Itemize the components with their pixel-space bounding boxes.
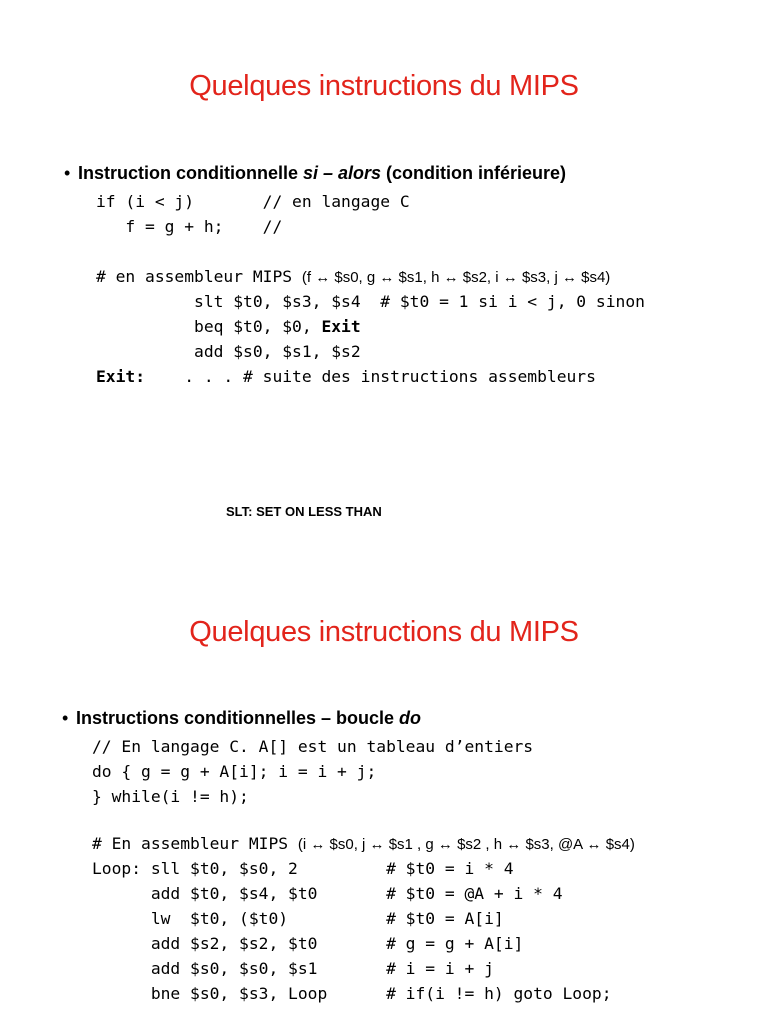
slide1-c-code [96, 189, 410, 239]
code-line: } while(i != h); [92, 787, 249, 806]
slide1-title: Quelques instructions du MIPS [189, 70, 579, 102]
asm-header-prefix: # En assembleur MIPS [92, 834, 298, 853]
code-line: do { g = g + A[i]; i = i + j; [92, 762, 377, 781]
bullet-dot-icon: • [62, 708, 69, 728]
slide2-c-code [92, 734, 533, 809]
slide1-bullet-prefix: Instruction conditionnelle [78, 163, 303, 183]
asm-exit-label: Exit: [96, 367, 146, 386]
slide2-bullet-prefix: Instructions conditionnelles – boucle [76, 708, 400, 728]
code-line: if (i < j) // en langage C [96, 192, 410, 211]
asm-line: add $s2, $s2, $t0 # g = g + A[i] [92, 934, 524, 953]
asm-exit-rest: . . . # suite des instructions assembleurs [145, 367, 596, 386]
asm-line: bne $s0, $s3, Loop # if(i != h) goto Loop; [92, 984, 612, 1003]
slide2-asm-code [92, 831, 635, 1006]
slide1-asm-code [96, 264, 645, 389]
code-line: // En langage C. A[] est un tableau d’entiers [92, 737, 534, 756]
asm-line: add $s0, $s0, $s1 # i = i + j [92, 959, 494, 978]
code-line: f = g + h; // [96, 217, 283, 236]
asm-line: add $t0, $s4, $t0 # $t0 = @A + i * 4 [92, 884, 563, 903]
asm-beq-prefix: beq $t0, $0, [96, 317, 322, 336]
register-mapping: (i ↔ $s0, j ↔ $s1 , g ↔ $s2 , h ↔ $s3, @A ↔ $s4) [297, 836, 635, 853]
asm-line: Loop: sll $t0, $s0, 2 # $t0 = i * 4 [92, 859, 514, 878]
asm-line-slt: slt $t0, $s3, $s4 # $t0 = 1 si i < j, 0 sinon [96, 292, 645, 311]
slide1-bullet [64, 163, 566, 184]
slide1-bullet-emphasis: si – alors [303, 163, 382, 183]
slt-note: SLT: SET ON LESS THAN [226, 504, 382, 519]
asm-line-add: add $s0, $s1, $s2 [96, 342, 361, 361]
asm-line-beq [96, 314, 645, 339]
slide1-bullet-suffix: (condition inférieure) [381, 163, 567, 183]
bullet-dot-icon: • [64, 163, 71, 183]
slide2-bullet-emphasis: do [399, 708, 422, 728]
slide2-title: Quelques instructions du MIPS [189, 616, 579, 648]
asm-header [92, 831, 635, 856]
asm-beq-label: Exit [321, 317, 361, 336]
asm-line: lw $t0, ($t0) # $t0 = A[i] [92, 909, 504, 928]
asm-header [96, 264, 645, 289]
register-mapping: (f ↔ $s0, g ↔ $s1, h ↔ $s2, i ↔ $s3, j ↔ $s4) [301, 269, 611, 286]
asm-line-exit [96, 364, 645, 389]
slide2-bullet [62, 708, 421, 729]
asm-header-prefix: # en assembleur MIPS [96, 267, 302, 286]
